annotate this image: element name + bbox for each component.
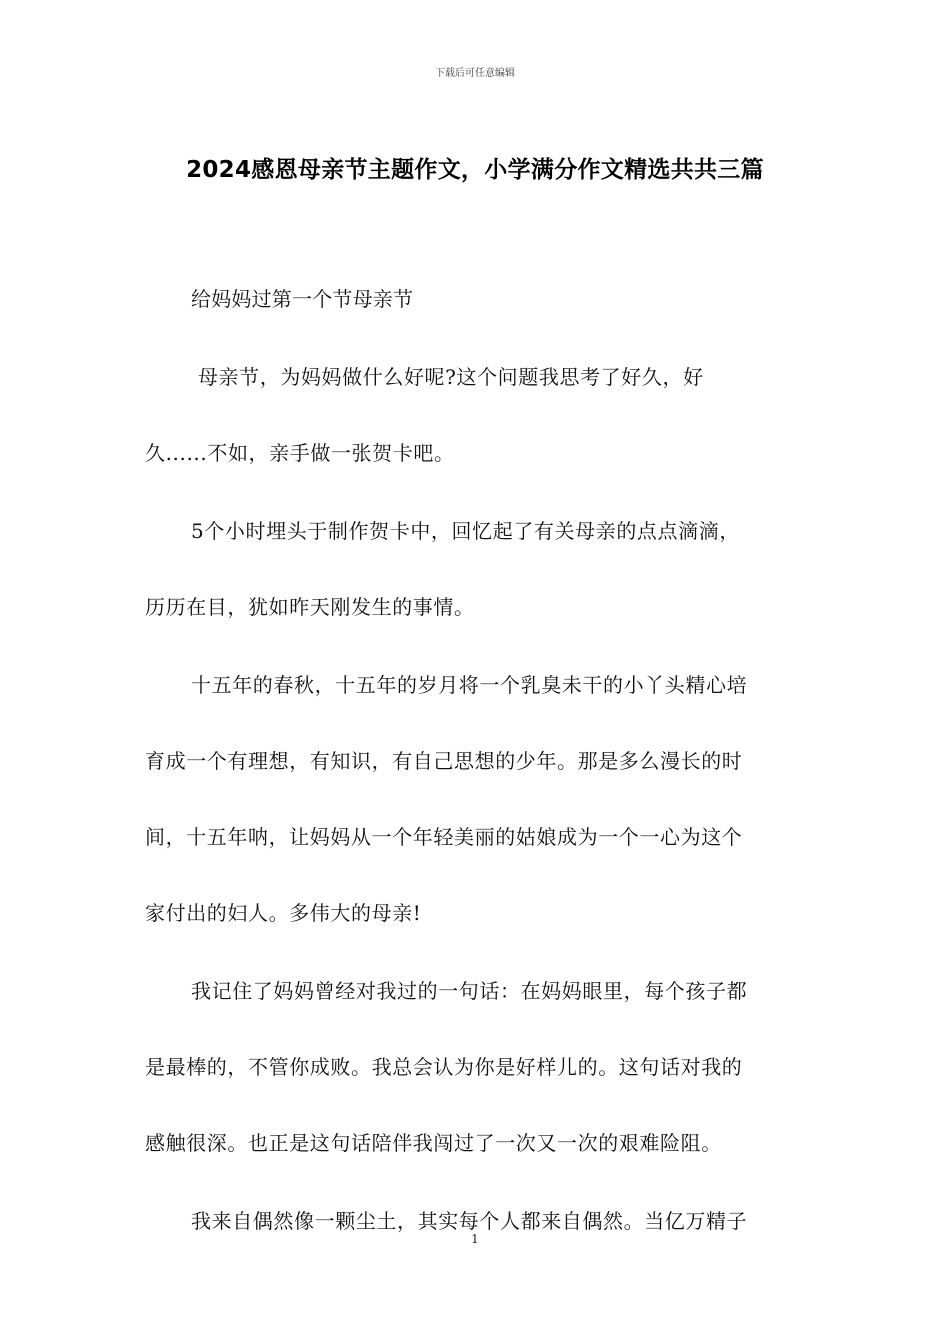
text-line: 间，十五年呐，让妈妈从一个年轻美丽的姑娘成为一个一心为这个 <box>145 825 743 849</box>
paragraph-subtitle <box>145 280 807 318</box>
text-line: 育成一个有理想，有知识，有自己思想的少年。那是多么漫长的时 <box>145 749 743 773</box>
paragraph <box>145 666 807 932</box>
text-line: 我记住了妈妈曾经对我过的一句话：在妈妈眼里，每个孩子都 <box>191 979 748 1003</box>
paragraph <box>145 358 807 472</box>
text-line: 家付出的妇人。多伟大的母亲! <box>145 901 422 925</box>
text-line: 我来自偶然像一颗尘土，其实每个人都来自偶然。当亿万精子 <box>191 1209 748 1233</box>
text-line: 是最棒的，不管你成败。我总会认为你是好样儿的。这句话对我的 <box>145 1055 743 1079</box>
document-body <box>145 280 807 1280</box>
page-header-note: 下载后可任意编辑 <box>435 68 515 79</box>
text-line: 久......不如，亲手做一张贺卡吧。 <box>145 441 455 465</box>
document-title: 2024感恩母亲节主题作文，小学满分作文精选共共三篇 <box>186 157 764 183</box>
text-line: 历历在目，犹如昨天刚发生的事情。 <box>145 595 475 619</box>
paragraph <box>145 972 807 1162</box>
page-number: 1 <box>471 1232 479 1246</box>
text-line: 感触很深。也正是这句话陪伴我闯过了一次又一次的艰难险阻。 <box>145 1131 722 1155</box>
text-line: 5个小时埋头于制作贺卡中，回忆起了有关母亲的点点滴滴， <box>191 519 740 543</box>
text-line: 母亲节，为妈妈做什么好呢?这个问题我思考了好久，好 <box>191 365 704 389</box>
paragraph <box>145 512 807 626</box>
text-line: 给妈妈过第一个节母亲节 <box>191 287 414 311</box>
text-line: 十五年的春秋，十五年的岁月将一个乳臭未干的小丫头精心培 <box>191 673 748 697</box>
